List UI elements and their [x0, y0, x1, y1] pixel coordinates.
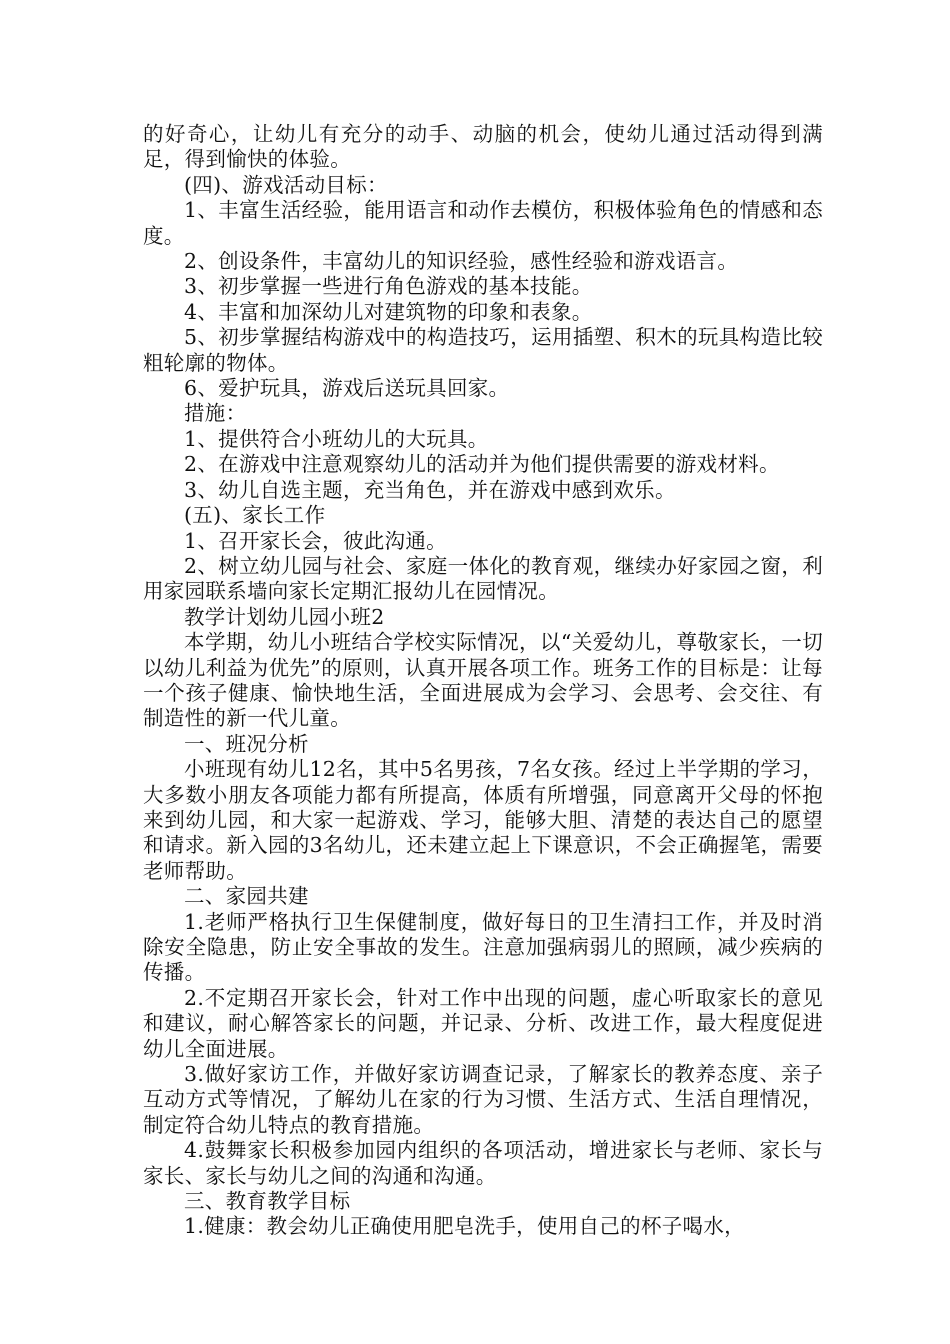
paragraph: 的好奇心，让幼儿有充分的动手、动脑的机会，使幼儿通过活动得到满足，得到愉快的体验。	[143, 122, 823, 172]
paragraph: 一、班况分析	[184, 731, 309, 756]
paragraph: 4、丰富和加深幼儿对建筑物的印象和表象。	[184, 299, 593, 324]
paragraph: 2、树立幼儿园与社会、家庭一体化的教育观，继续办好家园之窗，利用家园联系墙向家长定期汇报幼儿在园情况。	[143, 553, 823, 604]
paragraph: 4.鼓舞家长积极参加园内组织的各项活动，增进家长与老师、家长与家长、家长与幼儿之间的沟通和沟通。	[143, 1138, 823, 1188]
paragraph: 1、提供符合小班幼儿的大玩具。	[184, 426, 489, 451]
paragraph: 教学计划幼儿园小班2	[184, 604, 385, 629]
paragraph: 6、爱护玩具，游戏后送玩具回家。	[184, 376, 510, 401]
paragraph: 3、幼儿自选主题，充当角色，并在游戏中感到欢乐。	[184, 477, 676, 502]
paragraph: 1.老师严格执行卫生保健制度，做好每日的卫生清扫工作，并及时消除安全隐患，防止安全事故的发生。注意加强病弱儿的照顾，减少疾病的传播。	[143, 909, 823, 985]
paragraph: 5、初步掌握结构游戏中的构造技巧，运用插塑、积木的玩具构造比较粗轮廓的物体。	[143, 325, 823, 375]
paragraph: 小班现有幼儿12名，其中5名男孩，7名女孩。经过上半学期的学习，大多数小朋友各项能力都有所提高，体质有所增强，同意离开父母的怀抱来到幼儿园，和大家一起游戏、学习，能够大胆、清楚的表达自己的愿望和请求。新入园的3名幼儿，还未建立起上下课意识，不会正确握笔，需要老师帮助。	[143, 757, 823, 883]
document-body	[143, 122, 823, 1240]
paragraph: 1.健康：教会幼儿正确使用肥皂洗手，使用自己的杯子喝水，	[184, 1214, 745, 1239]
paragraph: 措施：	[184, 401, 247, 426]
paragraph: (五)、家长工作	[184, 503, 326, 528]
paragraph: 1、召开家长会，彼此沟通。	[184, 528, 447, 553]
paragraph: 2.不定期召开家长会，针对工作中出现的问题，虚心听取家长的意见和建议，耐心解答家长的问题，并记录、分析、改进工作，最大程度促进幼儿全面进展。	[143, 985, 823, 1061]
paragraph: 本学期，幼儿小班结合学校实际情况，以“关爱幼儿，尊敬家长，一切以幼儿利益为优先”的原则，认真开展各项工作。班务工作的目标是：让每一个孩子健康、愉快地生活，全面进展成为会学习、会思考、会交往、有制造性的新一代儿童。	[143, 630, 823, 731]
paragraph: 二、家园共建	[184, 884, 309, 909]
paragraph: 2、在游戏中注意观察幼儿的活动并为他们提供需要的游戏材料。	[184, 452, 780, 477]
paragraph: 2、创设条件，丰富幼儿的知识经验，感性经验和游戏语言。	[184, 249, 739, 274]
paragraph: 1、丰富生活经验，能用语言和动作去模仿，积极体验角色的情感和态度。	[143, 198, 823, 248]
paragraph: 3.做好家访工作，并做好家访调查记录，了解家长的教养态度、亲子互动方式等情况，了解幼儿在家的行为习惯、生活方式、生活自理情况，制定符合幼儿特点的教育措施。	[143, 1062, 823, 1137]
paragraph: (四)、游戏活动目标：	[184, 172, 388, 197]
paragraph: 三、教育教学目标	[184, 1189, 351, 1214]
paragraph: 3、初步掌握一些进行角色游戏的基本技能。	[184, 274, 593, 299]
